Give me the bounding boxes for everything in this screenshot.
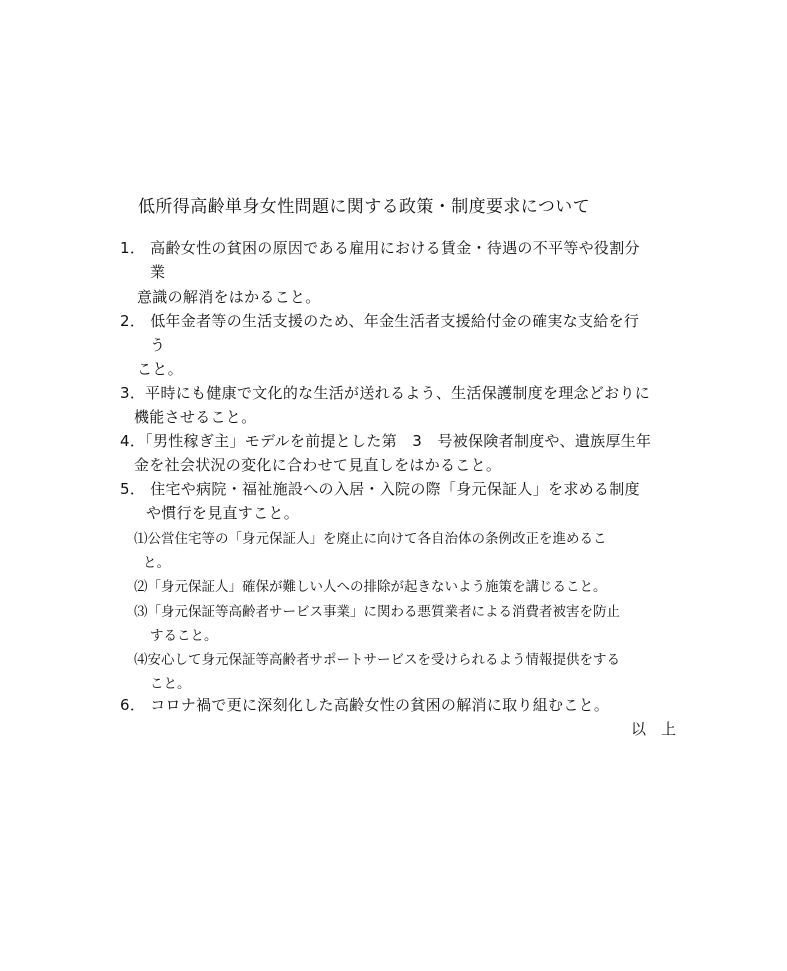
document-title: 低所得高齢単身女性問題に関する政策・制度要求について <box>138 197 591 217</box>
subitem-4-line-1: ⑷安心して身元保証等高齢者サポートサービスを受けられるよう情報提供をする <box>134 652 620 668</box>
item-2-line-1: 2． 低年金者等の生活支援のため、年金生活者支援給付金の確実な支給を行 <box>120 312 640 330</box>
subitem-3-line-1: ⑶「身元保証等高齢者サービス事業」に関わる悪質業者による消費者被害を防止 <box>134 604 620 620</box>
closing-mark: 以 上 <box>631 720 677 738</box>
item-3-line-1: 3．平時にも健康で文化的な生活が送れるよう、生活保護制度を理念どおりに <box>120 384 651 402</box>
subitem-3-line-2: すること。 <box>150 628 218 644</box>
item-1-line-1: 1． 高齢女性の貧困の原因である雇用における賃金・待遇の不平等や役割分 <box>120 239 640 257</box>
subitem-4-line-2: こと。 <box>150 676 191 692</box>
item-1-line-3: 意識の解消をはかること。 <box>137 288 321 306</box>
item-6-line-1: 6． コロナ禍で更に深刻化した高齢女性の貧困の解消に取り組むこと。 <box>120 696 610 714</box>
item-5-line-1: 5． 住宅や病院・福祉施設への入居・入院の際「身元保証人」を求める制度 <box>120 480 640 498</box>
item-4-line-2: 金を社会状況の変化に合わせて見直しをはかること。 <box>134 456 502 474</box>
item-1-line-2: 業 <box>150 263 166 281</box>
item-5-line-2: や慣行を見直すこと。 <box>146 504 300 522</box>
item-2-line-2: う <box>150 336 166 354</box>
subitem-1-line-1: ⑴公営住宅等の「身元保証人」を廃止に向けて各自治体の条例改正を進めるこ <box>134 531 607 547</box>
item-2-line-3: こと。 <box>137 360 183 378</box>
item-3-line-2: 機能させること。 <box>134 408 257 426</box>
subitem-2-line-1: ⑵「身元保証人」確保が難しい人への排除が起きないよう施策を講じること。 <box>134 579 607 595</box>
subitem-1-line-2: と。 <box>143 555 170 571</box>
item-4-line-1: 4．「男性稼ぎ主」モデルを前提とした第 3 号被保険者制度や、遺族厚生年 <box>120 432 652 450</box>
